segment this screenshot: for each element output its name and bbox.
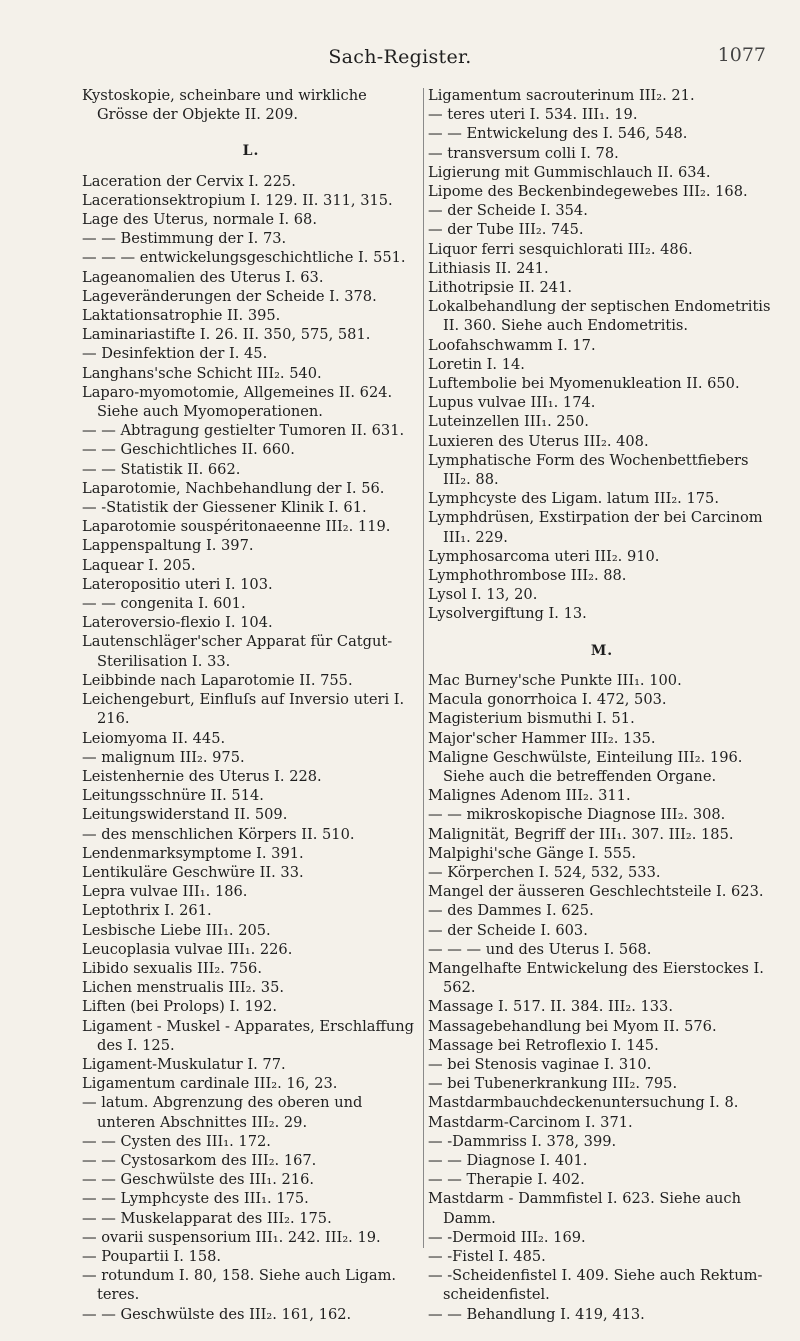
index-entry: Luxieren des Uterus III₂. 408. [428, 432, 649, 450]
index-entry: — latum. Abgrenzung des oberen und unteren Abschnittes III₂. 29. [82, 1094, 363, 1131]
index-entry: — — Geschichtliches II. 660. [82, 441, 295, 459]
index-entry: Maligne Geschwülste, Einteilung III₂. 196. Siehe auch die betreffenden Organe. [428, 748, 743, 785]
index-entry: — — Muskelapparat des III₂. 175. [82, 1209, 332, 1227]
index-entry: Leiomyoma II. 445. [82, 729, 226, 747]
index-entry: — des Dammes I. 625. [428, 902, 594, 920]
index-entry: Liquor ferri sesquichlorati III₂. 486. [428, 240, 693, 258]
index-entry: Luteinzellen III₁. 250. [428, 413, 589, 431]
index-entry: — -Dammriss I. 378, 399. [428, 1132, 617, 1150]
index-entry: Lipome des Beckenbindegewebes III₂. 168. [428, 183, 748, 201]
section-letter: L. [242, 143, 260, 160]
index-entry: — — — entwickelungsgeschichtliche I. 551. [82, 249, 406, 267]
index-entry: — teres uteri I. 534. III₁. 19. [428, 106, 638, 124]
index-entry: Leucoplasia vulvae III₁. 226. [82, 940, 293, 958]
index-entry: Mac Burney'sche Punkte III₁. 100. [428, 671, 682, 689]
index-entry: Mastdarmbauchdeckenuntersuchung I. 8. [428, 1094, 739, 1112]
index-entry: Mangel der äusseren Geschlechtsteile I. 623. [428, 883, 764, 901]
right-column [428, 86, 776, 1324]
index-entry: Malignität, Begriff der III₁. 307. III₂. 185. [428, 825, 734, 843]
index-entry: Langhans'sche Schicht III₂. 540. [82, 364, 322, 382]
index-entry: Massage bei Retroflexio I. 145. [428, 1036, 659, 1054]
index-entry: — -Dermoid III₂. 169. [428, 1228, 586, 1246]
index-entry: — -Fistel I. 485. [428, 1247, 546, 1265]
index-entry: — bei Tubenerkrankung III₂. 795. [428, 1075, 678, 1093]
index-entry: Lage des Uterus, normale I. 68. [82, 211, 317, 229]
index-entry: — — Bestimmung der I. 73. [82, 230, 287, 248]
running-title: Sach-Register. [328, 46, 472, 68]
index-entry: — — Cysten des III₁. 172. [82, 1132, 271, 1150]
index-entry: Luftembolie bei Myomenukleation II. 650. [428, 375, 740, 393]
index-entry: — ovarii suspensorium III₁. 242. III₂. 19. [82, 1228, 381, 1246]
index-entry: — -Scheidenfistel I. 409. Siehe auch Rektum-scheidenfistel. [428, 1267, 763, 1304]
section-letter: M. [590, 642, 614, 659]
index-entry: Ligamentum sacrouterinum III₂. 21. [428, 87, 695, 104]
index-entry: Laquear I. 205. [82, 556, 196, 574]
page-header [0, 0, 800, 70]
index-entry: Liften (bei Prolops) I. 192. [82, 998, 278, 1016]
index-entry: Ligament - Muskel - Apparates, Erschlaffung des I. 125. [82, 1017, 414, 1054]
index-entry: Mangelhafte Entwickelung des Eierstockes I. 562. [428, 959, 764, 997]
index-entry: Lacerationsektropium I. 129. II. 311, 315. [82, 191, 393, 209]
index-entry: — — Geschwülste des III₂. 161, 162. [82, 1305, 352, 1323]
index-entry: Lymphcyste des Ligam. latum III₂. 175. [428, 490, 719, 508]
index-entry: — — Therapie I. 402. [428, 1171, 585, 1189]
index-entry: — — Behandlung I. 419, 413. [428, 1305, 645, 1323]
index-entry: — transversum colli I. 78. [428, 144, 619, 162]
index-entry: — — Geschwülste des III₁. 216. [82, 1171, 315, 1189]
column-divider [423, 88, 424, 1248]
index-entry: Lepra vulvae III₁. 186. [82, 883, 248, 901]
index-entry: Leibbinde nach Laparotomie II. 755. [82, 671, 353, 689]
index-entry: — — Diagnose I. 401. [428, 1151, 588, 1169]
index-entry: Loofahschwamm I. 17. [428, 336, 596, 354]
index-entry: Lymphosarcoma uteri III₂. 910. [428, 547, 660, 565]
index-entry: Laparotomie souspéritonaeenne III₂. 119. [82, 518, 391, 536]
index-entry: Mastdarm - Dammfistel I. 623. Siehe auch Damm. [428, 1190, 741, 1227]
index-entry: — der Tube III₂. 745. [428, 221, 584, 239]
index-entry: Loretin I. 14. [428, 355, 525, 373]
index-entry: — Poupartii I. 158. [82, 1247, 222, 1265]
index-entry: Laceration der Cervix I. 225. [82, 172, 296, 190]
index-entry: Leistenhernie des Uterus I. 228. [82, 767, 322, 785]
index-entry: Kystoskopie, scheinbare und wirkliche Grösse der Objekte II. 209. [82, 87, 367, 124]
index-entry: Lysol I. 13, 20. [428, 586, 538, 604]
index-entry: — der Scheide I. 603. [428, 921, 588, 939]
index-entry: — Desinfektion der I. 45. [82, 345, 268, 363]
left-column [82, 86, 420, 1324]
index-entry: Macula gonorrhoica I. 472, 503. [428, 691, 667, 709]
index-entry: Laktationsatrophie II. 395. [82, 307, 281, 325]
index-entry: — malignum III₂. 975. [82, 748, 245, 766]
index-entry: Malignes Adenom III₂. 311. [428, 787, 631, 805]
index-entry: — Körperchen I. 524, 532, 533. [428, 863, 661, 881]
index-entry: — — Cystosarkom des III₂. 167. [82, 1151, 317, 1169]
index-entry: Lymphatische Form des Wochenbettfiebers III₂. 88. [428, 451, 749, 489]
index-entry: Libido sexualis III₂. 756. [82, 959, 262, 977]
index-entry: Lentikuläre Geschwüre II. 33. [82, 863, 304, 881]
index-entry: — — — und des Uterus I. 568. [428, 940, 652, 958]
index-entry: Lithiasis II. 241. [428, 259, 549, 277]
index-entry: Massage I. 517. II. 384. III₂. 133. [428, 998, 673, 1016]
index-entry: Lichen menstrualis III₂. 35. [82, 979, 285, 997]
index-entry: Lateropositio uteri I. 103. [82, 575, 273, 593]
index-entry: Ligament-Muskulatur I. 77. [82, 1055, 286, 1073]
index-entry: Lageanomalien des Uterus I. 63. [82, 268, 324, 286]
index-entry: Lesbische Liebe III₁. 205. [82, 921, 271, 939]
index-entry: Lysolvergiftung I. 13. [428, 605, 587, 623]
index-entry: — — mikroskopische Diagnose III₂. 308. [428, 806, 726, 824]
index-entry: Leitungsschnüre II. 514. [82, 787, 264, 805]
index-entry: — — Entwickelung des I. 546, 548. [428, 125, 688, 143]
index-entry: Laparotomie, Nachbehandlung der I. 56. [82, 479, 385, 497]
index-entry: Massagebehandlung bei Myom II. 576. [428, 1017, 717, 1035]
index-entry: — rotundum I. 80, 158. Siehe auch Ligam. teres. [82, 1267, 397, 1304]
index-entry: Ligamentum cardinale III₂. 16, 23. [82, 1075, 338, 1093]
index-entry: Laparo-myomotomie, Allgemeines II. 624. Siehe auch Myomoperationen. [82, 383, 393, 421]
index-entry: Lithotripsie II. 241. [428, 279, 572, 297]
index-entry: Mastdarm-Carcinom I. 371. [428, 1113, 633, 1131]
index-entry: Laminariastifte I. 26. II. 350, 575, 581. [82, 326, 371, 344]
index-entry: Lappenspaltung I. 397. [82, 537, 254, 555]
index-entry: Lautenschläger'scher Apparat für Catgut-Sterilisation I. 33. [82, 633, 393, 670]
index-entry: Lateroversio-flexio I. 104. [82, 614, 273, 632]
index-entry: — — Abtragung gestielter Tumoren II. 631. [82, 422, 405, 440]
index-entry: — der Scheide I. 354. [428, 202, 588, 220]
index-entry: Leitungswiderstand II. 509. [82, 806, 288, 824]
index-entry: — bei Stenosis vaginae I. 310. [428, 1055, 652, 1073]
index-entry: Lageveränderungen der Scheide I. 378. [82, 287, 377, 305]
index-entry: — des menschlichen Körpers II. 510. [82, 825, 355, 843]
index-entry: Ligierung mit Gummischlauch II. 634. [428, 163, 711, 181]
index-entry: Lokalbehandlung der septischen Endometritis II. 360. Siehe auch Endometritis. [428, 298, 771, 335]
index-entry: Lymphdrüsen, Exstirpation der bei Carcinom III₁. 229. [428, 509, 763, 546]
index-entry: — -Statistik der Giessener Klinik I. 61. [82, 499, 367, 517]
page-number: 1077 [717, 44, 766, 66]
index-entry: Malpighi'sche Gänge I. 555. [428, 844, 636, 862]
index-entry: Magisterium bismuthi I. 51. [428, 710, 635, 728]
index-entry: Lymphothrombose III₂. 88. [428, 567, 627, 585]
index-entry: Major'scher Hammer III₂. 135. [428, 729, 656, 747]
index-entry: Leptothrix I. 261. [82, 902, 212, 920]
index-entry: — — Statistik II. 662. [82, 460, 241, 478]
index-entry: — — Lymphcyste des III₁. 175. [82, 1190, 309, 1208]
index-entry: Lupus vulvae III₁. 174. [428, 394, 596, 412]
index-entry: — — congenita I. 601. [82, 595, 246, 613]
index-entry: Leichengeburt, Einfluſs auf Inversio uteri I. 216. [82, 691, 405, 728]
index-entry: Lendenmarksymptome I. 391. [82, 844, 304, 862]
